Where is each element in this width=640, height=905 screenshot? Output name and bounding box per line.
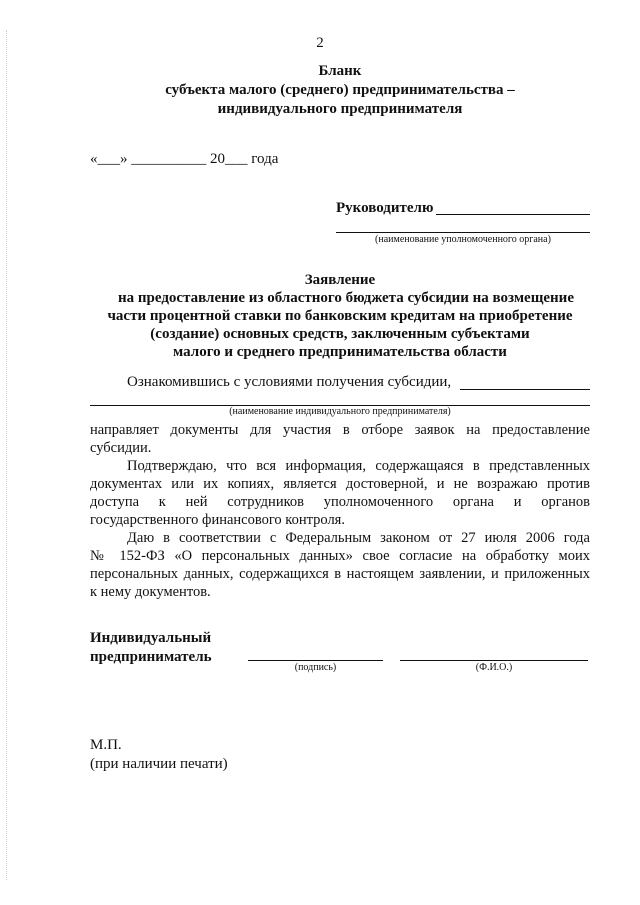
recipient-name-field[interactable] <box>436 214 590 215</box>
page-number: 2 <box>316 35 324 51</box>
statement-subject-4: малого и среднего предпринимательства области <box>173 344 507 360</box>
paragraph-1-line-2: субсидии. <box>90 440 152 456</box>
paragraph-2-line-3: доступа к ней сотрудников уполномоченного органа и органов <box>90 494 590 510</box>
signature-caption: (подпись) <box>294 662 337 673</box>
paragraph-2-line-2: документах или их копиях, является достоверной, и не возражаю против <box>90 476 590 492</box>
paragraph-3-line-2: № 152-ФЗ «О персональных данных» свое согласие на обработку моих <box>90 548 590 564</box>
recipient-name-field-2[interactable] <box>336 232 590 233</box>
applicant-caption: (наименование индивидуального предпринимателя) <box>229 406 451 417</box>
paragraph-1-line-1: направляет документы для участия в отборе заявок на предоставление <box>90 422 590 438</box>
recipient-label: Руководителю <box>336 200 434 216</box>
header-subtitle-1: субъекта малого (среднего) предпринимательства – <box>165 82 515 98</box>
full-name-caption: (Ф.И.О.) <box>475 662 513 673</box>
recipient-caption: (наименование уполномоченного органа) <box>375 234 551 245</box>
signatory-role-2: предприниматель <box>90 649 212 665</box>
scan-edge <box>6 30 7 880</box>
stamp-note: (при наличии печати) <box>90 756 228 772</box>
header-title: Бланк <box>318 63 362 79</box>
paragraph-3-line-4: к нему документов. <box>90 584 211 600</box>
stamp-label: М.П. <box>90 737 122 753</box>
signatory-role-1: Индивидуальный <box>90 630 212 646</box>
statement-subject-1: на предоставление из областного бюджета субсидии на возмещение <box>118 290 574 306</box>
paragraph-3-line-1: Даю в соответствии с Федеральным законом от 27 июля 2006 года <box>127 530 590 546</box>
paragraph-2-line-4: государственного финансового контроля. <box>90 512 345 528</box>
paragraph-3-line-3: персональных данных, содержащихся в настоящем заявлении, и приложенных <box>90 566 590 582</box>
header-subtitle-2: индивидуального предпринимателя <box>217 101 463 117</box>
statement-subject-2: части процентной ставки по банковским кредитам на приобретение <box>107 308 573 324</box>
statement-title: Заявление <box>304 272 376 288</box>
paragraph-2-line-1: Подтверждаю, что вся информация, содержащаяся в представленных <box>127 458 590 474</box>
signature-field[interactable] <box>248 660 383 661</box>
full-name-field[interactable] <box>400 660 588 661</box>
applicant-field-1[interactable] <box>460 389 590 390</box>
statement-subject-3: (создание) основных средств, заключенным субъектами <box>150 326 530 342</box>
intro-text: Ознакомившись с условиями получения субсидии, <box>127 374 452 390</box>
date-line[interactable]: «___» __________ 20___ года <box>90 151 279 167</box>
